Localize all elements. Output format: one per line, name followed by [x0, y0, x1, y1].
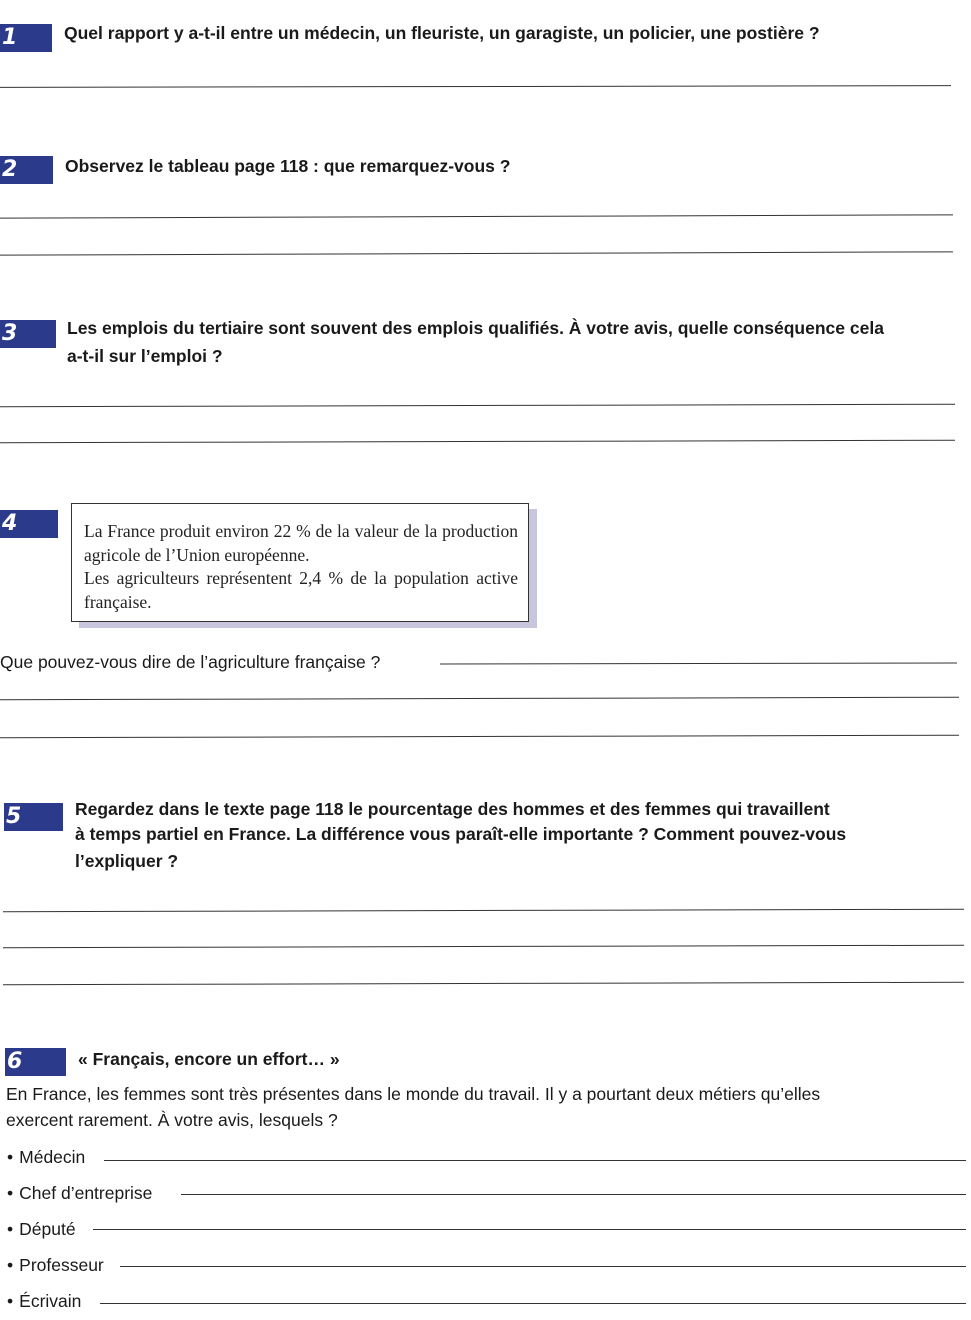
answer-line[interactable]: [100, 1303, 966, 1304]
bullet-item: [7, 1181, 152, 1205]
question-number-badge: 1: [0, 24, 52, 52]
question-number-badge: 6: [5, 1048, 66, 1076]
answer-line[interactable]: [0, 735, 959, 739]
bullet-label: Professeur: [19, 1255, 104, 1275]
answer-line[interactable]: [3, 909, 964, 913]
question-intro-line-1: En France, les femmes sont très présentes dans le monde du travail. Il y a pourtant deux métiers qu’elles: [6, 1084, 821, 1104]
bullet-item: [7, 1145, 85, 1169]
answer-line[interactable]: [0, 440, 955, 444]
answer-line[interactable]: [0, 251, 953, 255]
answer-line[interactable]: [440, 663, 957, 665]
info-box-text-2: Les agriculteurs représentent 2,4 % de la population active française.: [84, 568, 518, 612]
question-number-badge: 5: [4, 803, 63, 831]
question-prompt: Que pouvez-vous dire de l’agriculture française ?: [0, 652, 381, 672]
question-number-badge: 3: [0, 320, 56, 348]
answer-line[interactable]: [3, 982, 964, 986]
answer-line[interactable]: [0, 404, 955, 408]
bullet-dot: •: [7, 1255, 14, 1275]
question-number-badge: 2: [0, 156, 53, 184]
answer-line[interactable]: [0, 85, 951, 88]
answer-line[interactable]: [181, 1194, 966, 1195]
question-text-line-1: Les emplois du tertiaire sont souvent des emplois qualifiés. À votre avis, quelle conséquence cela: [67, 318, 884, 338]
question-number-badge: 4: [0, 510, 58, 538]
question-text-line-3: l’expliquer ?: [75, 851, 179, 871]
bullet-dot: •: [7, 1183, 14, 1203]
bullet-dot: •: [7, 1147, 14, 1167]
bullet-item: [7, 1217, 76, 1241]
bullet-label: Médecin: [19, 1147, 86, 1167]
bullet-dot: •: [7, 1219, 14, 1239]
answer-line[interactable]: [120, 1266, 966, 1267]
answer-line[interactable]: [104, 1160, 966, 1161]
question-title: « Français, encore un effort… »: [78, 1049, 340, 1069]
answer-line[interactable]: [93, 1229, 966, 1230]
answer-line[interactable]: [0, 697, 959, 701]
bullet-item: [7, 1289, 81, 1313]
info-box-text-1: La France produit environ 22 % de la valeur de la production agricole de l’Union européenne.: [84, 521, 518, 565]
question-text-line-1: Regardez dans le texte page 118 le pourcentage des hommes et des femmes qui travaillent: [75, 799, 830, 819]
bullet-item: [7, 1253, 104, 1277]
bullet-label: Chef d’entreprise: [19, 1183, 153, 1203]
question-text-line-2: a-t-il sur l’emploi ?: [67, 346, 223, 366]
question-text-line-2: à temps partiel en France. La différence vous paraît-elle importante ? Comment pouvez-vous: [75, 824, 847, 844]
info-box: [71, 503, 529, 622]
answer-line[interactable]: [3, 945, 964, 949]
question-intro-line-2: exercent rarement. À votre avis, lesquels ?: [6, 1110, 338, 1130]
answer-line[interactable]: [0, 214, 953, 218]
bullet-dot: •: [7, 1291, 14, 1311]
question-text: Quel rapport y a-t-il entre un médecin, un fleuriste, un garagiste, un policier, une postière ?: [64, 23, 820, 43]
question-text: Observez le tableau page 118 : que remarquez-vous ?: [65, 156, 511, 176]
bullet-label: Député: [19, 1219, 76, 1239]
bullet-label: Écrivain: [19, 1291, 82, 1311]
